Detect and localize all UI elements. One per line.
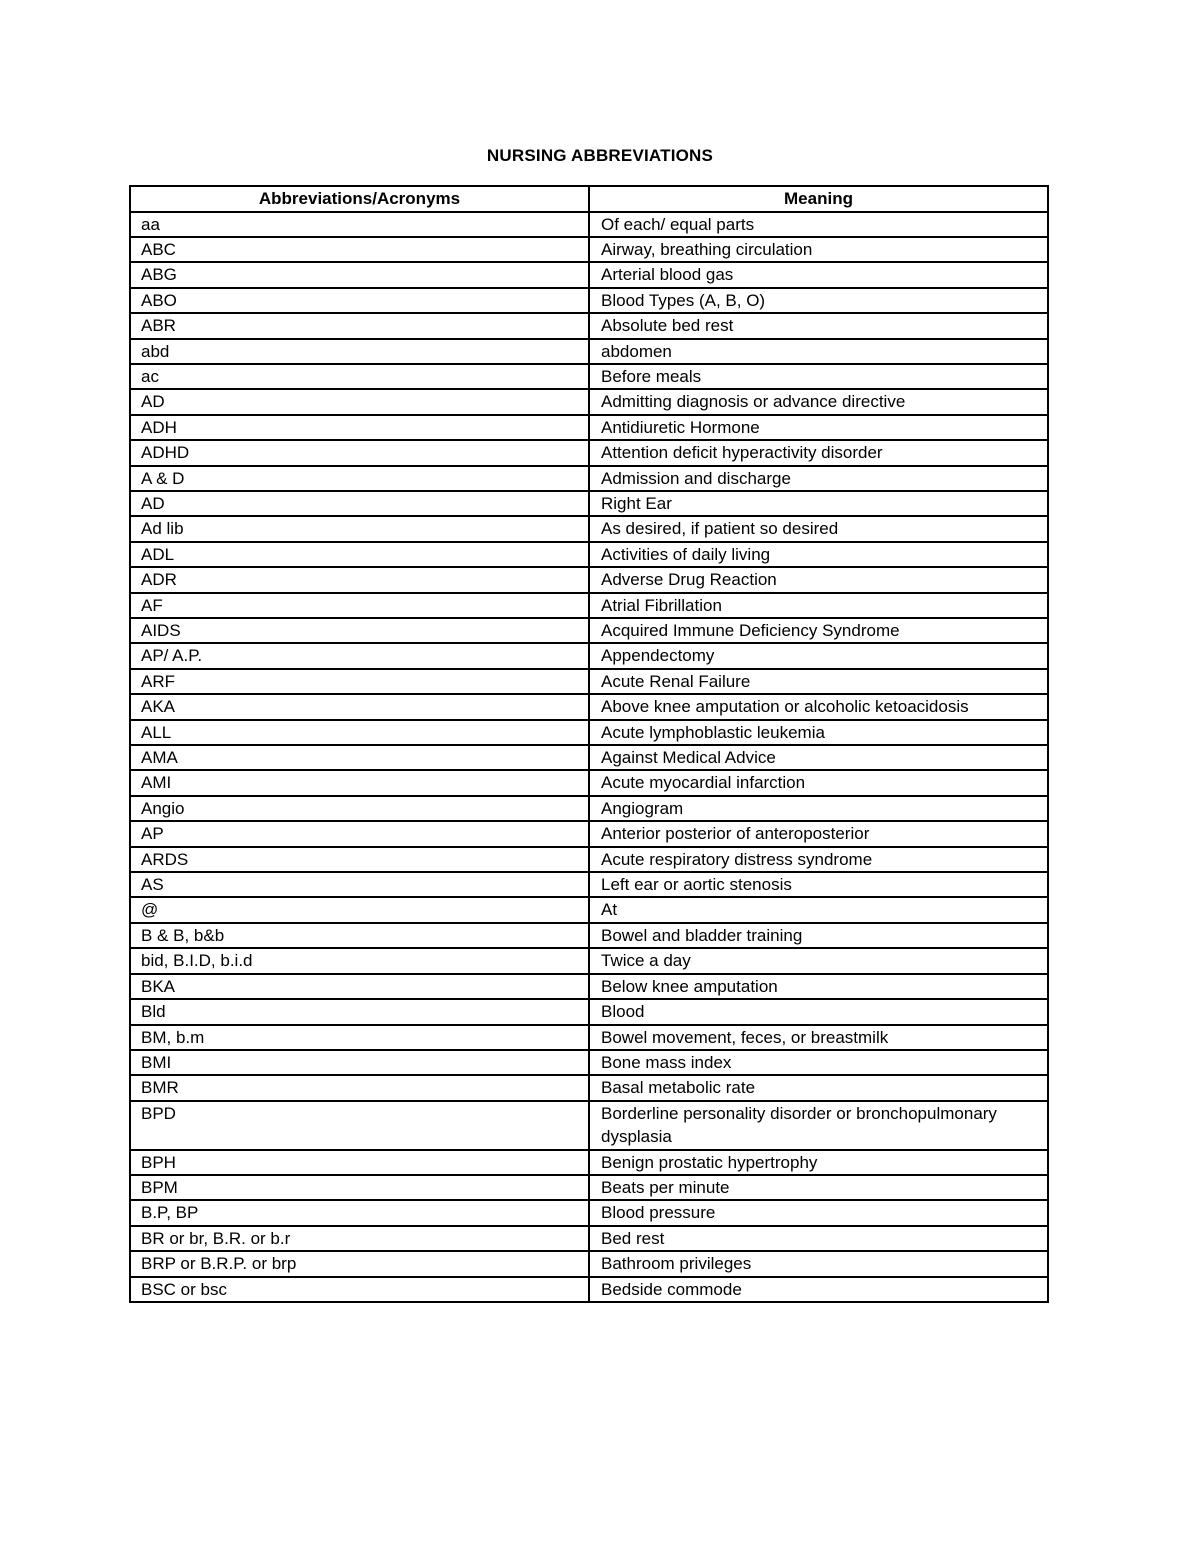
table-row bbox=[130, 618, 1048, 643]
abbreviation-cell: BR or br, B.R. or b.r bbox=[130, 1226, 589, 1251]
table-row bbox=[130, 364, 1048, 389]
abbreviation-cell: BRP or B.R.P. or brp bbox=[130, 1251, 589, 1276]
meaning-cell: Acute Renal Failure bbox=[589, 669, 1048, 694]
abbreviation-cell: AIDS bbox=[130, 618, 589, 643]
abbreviation-cell: AMA bbox=[130, 745, 589, 770]
abbreviation-cell: Bld bbox=[130, 999, 589, 1024]
table-row bbox=[130, 1200, 1048, 1225]
table-row bbox=[130, 593, 1048, 618]
table-row bbox=[130, 1075, 1048, 1100]
table-row bbox=[130, 237, 1048, 262]
abbreviation-cell: ABC bbox=[130, 237, 589, 262]
abbreviation-cell: ARDS bbox=[130, 847, 589, 872]
table-row bbox=[130, 339, 1048, 364]
meaning-cell: Absolute bed rest bbox=[589, 313, 1048, 338]
abbreviation-cell: ARF bbox=[130, 669, 589, 694]
abbreviation-cell: B.P, BP bbox=[130, 1200, 589, 1225]
abbreviation-cell: ABO bbox=[130, 288, 589, 313]
abbreviation-cell: B & B, b&b bbox=[130, 923, 589, 948]
abbreviation-cell: Angio bbox=[130, 796, 589, 821]
abbreviation-cell: AD bbox=[130, 491, 589, 516]
abbreviation-cell: ALL bbox=[130, 720, 589, 745]
meaning-cell: Above knee amputation or alcoholic ketoacidosis bbox=[589, 694, 1048, 719]
meaning-cell: Acute myocardial infarction bbox=[589, 770, 1048, 795]
abbreviation-cell: AKA bbox=[130, 694, 589, 719]
meaning-cell: Airway, breathing circulation bbox=[589, 237, 1048, 262]
abbreviation-cell: BMR bbox=[130, 1075, 589, 1100]
table-row bbox=[130, 999, 1048, 1024]
abbreviation-cell: AS bbox=[130, 872, 589, 897]
meaning-cell: Blood bbox=[589, 999, 1048, 1024]
table-row bbox=[130, 1101, 1048, 1150]
table-row bbox=[130, 1025, 1048, 1050]
meaning-cell: Blood Types (A, B, O) bbox=[589, 288, 1048, 313]
meaning-cell: Bowel and bladder training bbox=[589, 923, 1048, 948]
meaning-cell: Bedside commode bbox=[589, 1277, 1048, 1302]
abbreviation-cell: bid, B.I.D, b.i.d bbox=[130, 948, 589, 973]
meaning-cell: Borderline personality disorder or bronchopulmonary dysplasia bbox=[589, 1101, 1048, 1150]
table-row bbox=[130, 415, 1048, 440]
meaning-cell: Admission and discharge bbox=[589, 466, 1048, 491]
meaning-cell: Of each/ equal parts bbox=[589, 212, 1048, 237]
table-row bbox=[130, 1050, 1048, 1075]
abbreviation-cell: @ bbox=[130, 897, 589, 922]
table-row bbox=[130, 466, 1048, 491]
meaning-cell: Bed rest bbox=[589, 1226, 1048, 1251]
table-row bbox=[130, 643, 1048, 668]
table-row bbox=[130, 796, 1048, 821]
table-row bbox=[130, 1175, 1048, 1200]
table-row bbox=[130, 262, 1048, 287]
abbreviation-cell: ADR bbox=[130, 567, 589, 592]
abbreviation-cell: Ad lib bbox=[130, 516, 589, 541]
table-row bbox=[130, 288, 1048, 313]
meaning-cell: Appendectomy bbox=[589, 643, 1048, 668]
table-row bbox=[130, 847, 1048, 872]
abbreviation-cell: AMI bbox=[130, 770, 589, 795]
table-row bbox=[130, 491, 1048, 516]
meaning-cell: Beats per minute bbox=[589, 1175, 1048, 1200]
meaning-cell: Atrial Fibrillation bbox=[589, 593, 1048, 618]
table-row bbox=[130, 974, 1048, 999]
meaning-cell: Bowel movement, feces, or breastmilk bbox=[589, 1025, 1048, 1050]
abbreviation-cell: AF bbox=[130, 593, 589, 618]
abbreviation-cell: ABR bbox=[130, 313, 589, 338]
table-body bbox=[130, 212, 1048, 1302]
abbreviation-cell: ac bbox=[130, 364, 589, 389]
column-header-meaning: Meaning bbox=[589, 186, 1048, 212]
meaning-cell: abdomen bbox=[589, 339, 1048, 364]
table-row bbox=[130, 1251, 1048, 1276]
table-row bbox=[130, 923, 1048, 948]
meaning-cell: Benign prostatic hypertrophy bbox=[589, 1150, 1048, 1175]
abbreviation-cell: BPH bbox=[130, 1150, 589, 1175]
abbreviation-cell: AP bbox=[130, 821, 589, 846]
abbreviations-table bbox=[129, 185, 1049, 1303]
meaning-cell: As desired, if patient so desired bbox=[589, 516, 1048, 541]
abbreviation-cell: ABG bbox=[130, 262, 589, 287]
abbreviation-cell: AD bbox=[130, 389, 589, 414]
table-row bbox=[130, 1226, 1048, 1251]
meaning-cell: Acquired Immune Deficiency Syndrome bbox=[589, 618, 1048, 643]
table-row bbox=[130, 516, 1048, 541]
meaning-cell: Attention deficit hyperactivity disorder bbox=[589, 440, 1048, 465]
meaning-cell: Below knee amputation bbox=[589, 974, 1048, 999]
table-row bbox=[130, 542, 1048, 567]
table-row bbox=[130, 313, 1048, 338]
meaning-cell: Before meals bbox=[589, 364, 1048, 389]
meaning-cell: Admitting diagnosis or advance directive bbox=[589, 389, 1048, 414]
table-row bbox=[130, 720, 1048, 745]
table-row bbox=[130, 389, 1048, 414]
abbreviation-cell: ADH bbox=[130, 415, 589, 440]
table-row bbox=[130, 948, 1048, 973]
table-row bbox=[130, 212, 1048, 237]
table-row bbox=[130, 1150, 1048, 1175]
meaning-cell: Basal metabolic rate bbox=[589, 1075, 1048, 1100]
table-header-row bbox=[130, 186, 1048, 212]
abbreviation-cell: ADL bbox=[130, 542, 589, 567]
abbreviation-cell: AP/ A.P. bbox=[130, 643, 589, 668]
table-row bbox=[130, 821, 1048, 846]
abbreviation-cell: BPM bbox=[130, 1175, 589, 1200]
meaning-cell: Anterior posterior of anteroposterior bbox=[589, 821, 1048, 846]
meaning-cell: Left ear or aortic stenosis bbox=[589, 872, 1048, 897]
meaning-cell: Adverse Drug Reaction bbox=[589, 567, 1048, 592]
table-row bbox=[130, 872, 1048, 897]
meaning-cell: Against Medical Advice bbox=[589, 745, 1048, 770]
meaning-cell: Activities of daily living bbox=[589, 542, 1048, 567]
abbreviation-cell: BPD bbox=[130, 1101, 589, 1150]
abbreviation-cell: BMI bbox=[130, 1050, 589, 1075]
abbreviation-cell: BKA bbox=[130, 974, 589, 999]
abbreviation-cell: A & D bbox=[130, 466, 589, 491]
table-row bbox=[130, 567, 1048, 592]
page-title: NURSING ABBREVIATIONS bbox=[486, 146, 714, 165]
table-row bbox=[130, 440, 1048, 465]
meaning-cell: Bone mass index bbox=[589, 1050, 1048, 1075]
table-row bbox=[130, 897, 1048, 922]
abbreviation-cell: aa bbox=[130, 212, 589, 237]
table-row bbox=[130, 770, 1048, 795]
meaning-cell: Bathroom privileges bbox=[589, 1251, 1048, 1276]
abbreviation-cell: abd bbox=[130, 339, 589, 364]
meaning-cell: Arterial blood gas bbox=[589, 262, 1048, 287]
meaning-cell: Acute respiratory distress syndrome bbox=[589, 847, 1048, 872]
table-row bbox=[130, 745, 1048, 770]
abbreviation-cell: BM, b.m bbox=[130, 1025, 589, 1050]
table-row bbox=[130, 669, 1048, 694]
abbreviation-cell: BSC or bsc bbox=[130, 1277, 589, 1302]
column-header-abbreviations: Abbreviations/Acronyms bbox=[130, 186, 589, 212]
meaning-cell: Angiogram bbox=[589, 796, 1048, 821]
table-row bbox=[130, 1277, 1048, 1302]
abbreviation-cell: ADHD bbox=[130, 440, 589, 465]
meaning-cell: Right Ear bbox=[589, 491, 1048, 516]
meaning-cell: Blood pressure bbox=[589, 1200, 1048, 1225]
meaning-cell: Antidiuretic Hormone bbox=[589, 415, 1048, 440]
meaning-cell: Twice a day bbox=[589, 948, 1048, 973]
table-row bbox=[130, 694, 1048, 719]
meaning-cell: At bbox=[589, 897, 1048, 922]
meaning-cell: Acute lymphoblastic leukemia bbox=[589, 720, 1048, 745]
